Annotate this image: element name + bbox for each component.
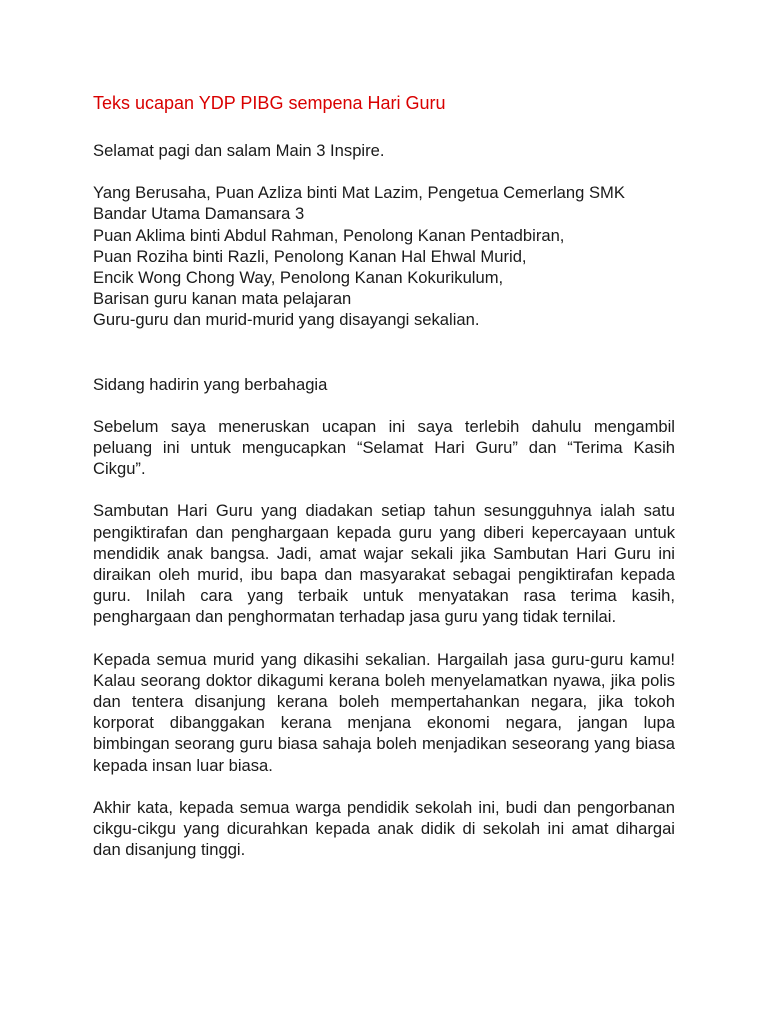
addressee-item: Puan Roziha binti Razli, Penolong Kanan Hal Ehwal Murid,: [93, 246, 527, 266]
addressee-item: Guru-guru dan murid-murid yang disayangi sekalian.: [93, 310, 480, 330]
document-title: Teks ucapan YDP PIBG sempena Hari Guru: [93, 93, 446, 113]
paragraph: Sambutan Hari Guru yang diadakan setiap tahun sesungguhnya ialah satu pengiktirafan dan penghargaan kepada guru yang diberi kepercayaan untuk mendidik anak bangsa. Jadi, amat wajar sekali jika Sambutan Hari Guru ini diraikan oleh murid, ibu bapa dan masyarakat sebagai pengiktirafan kepada guru. Inilah cara yang terbaik untuk menyatakan rasa terima kasih, penghargaan dan penghormatan terhadap jasa guru yang tidak ternilai.: [93, 501, 675, 627]
addressee-item: Puan Aklima binti Abdul Rahman, Penolong Kanan Pentadbiran,: [93, 225, 565, 245]
paragraph: Akhir kata, kepada semua warga pendidik sekolah ini, budi dan pengorbanan cikgu-cikgu yang dicurahkan kepada anak didik di sekolah ini amat dihargai dan disanjung tinggi.: [93, 797, 675, 860]
salutation-subheading: Sidang hadirin yang berbahagia: [93, 374, 328, 394]
addressee-item: Yang Berusaha, Puan Azliza binti Mat Lazim, Pengetua Cemerlang SMK Bandar Utama Damansara 3: [93, 183, 625, 224]
paragraph: Kepada semua murid yang dikasihi sekalian. Hargailah jasa guru-guru kamu! Kalau seorang doktor dikagumi kerana boleh menyelamatkan nyawa, jika polis dan tentera disanjung kerana boleh mempertahankan negara, jika tokoh korporat dibanggakan kerana menjana ekonomi negara, jangan lupa bimbingan seorang guru biasa sahaja boleh menjadikan seseorang yang biasa kepada insan luar biasa.: [93, 649, 675, 775]
addressee-item: Barisan guru kanan mata pelajaran: [93, 289, 352, 309]
addressee-list: [93, 182, 675, 330]
paragraph: Sebelum saya meneruskan ucapan ini saya terlebih dahulu mengambil peluang ini untuk mengucapkan “Selamat Hari Guru” dan “Terima Kasih Cikgu”.: [93, 416, 675, 479]
document-page: [93, 92, 675, 881]
greeting-line: Selamat pagi dan salam Main 3 Inspire.: [93, 141, 385, 160]
addressee-item: Encik Wong Chong Way, Penolong Kanan Kokurikulum,: [93, 268, 504, 288]
